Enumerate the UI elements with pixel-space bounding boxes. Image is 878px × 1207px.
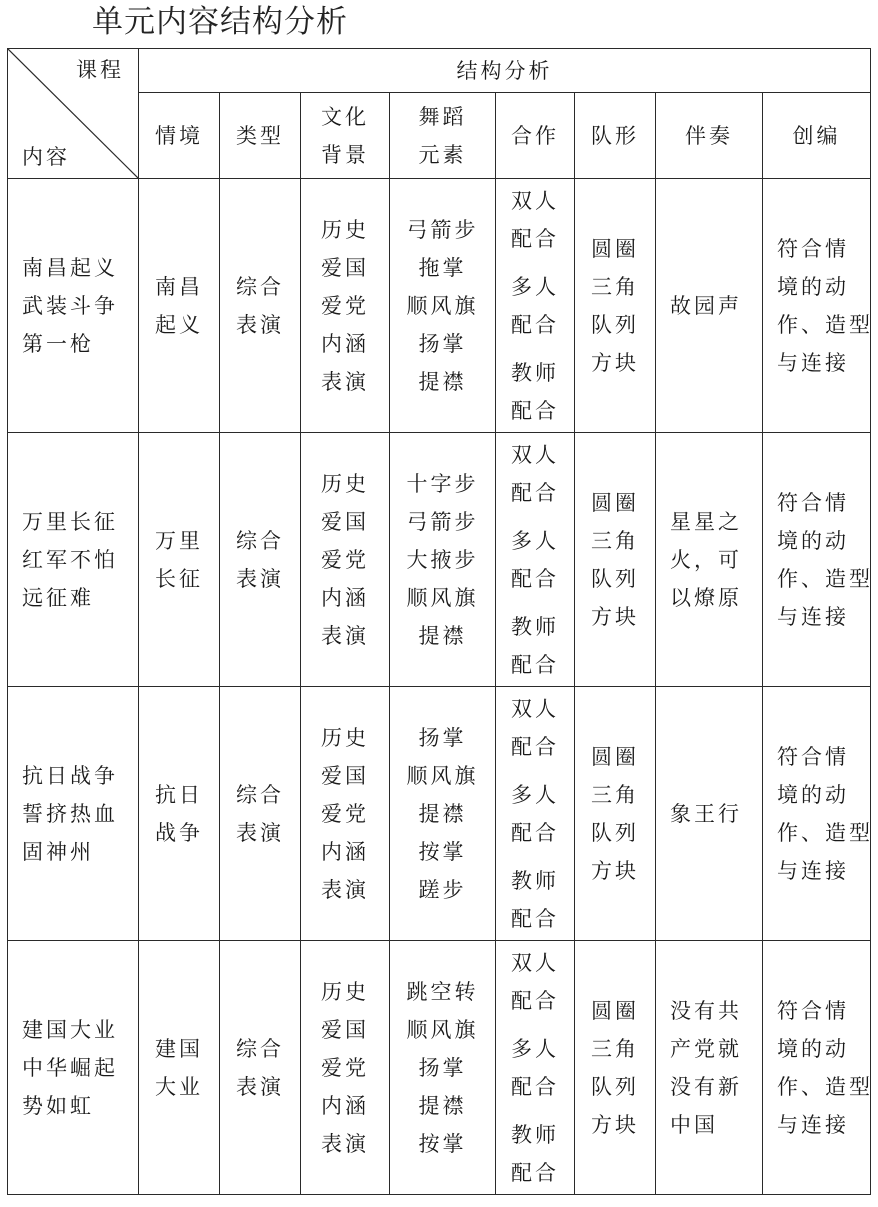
dance-text-line: 十字步 [406,471,479,496]
situation-text-line: 建国 [155,1036,203,1061]
type-text-line: 表演 [236,1074,284,1099]
course-text-line: 武装斗争 [22,293,118,318]
coop-text-line: 多人 [511,782,559,807]
cell-coop [496,433,575,687]
coop-text-line: 配合 [511,480,559,505]
dance-text-line: 大掖步 [406,547,479,572]
coop-text-line: 配合 [511,734,559,759]
cell-create [763,433,871,687]
cell-formation [575,179,656,433]
formation-text-line: 队列 [591,820,639,845]
dance-text-line: 蹉步 [418,877,467,902]
culture-text-line: 爱党 [321,293,369,318]
coop-text-line: 多人 [511,274,559,299]
formation-text-line: 队列 [591,1074,639,1099]
create-text-line: 符合情 [777,744,849,769]
course-text-line: 势如虹 [22,1093,94,1118]
culture-text-line: 爱国 [321,255,369,280]
spacer [496,512,574,522]
cell-course [8,941,139,1195]
column-header-text: 队形 [591,123,639,148]
type-text-line: 表演 [236,312,284,337]
culture-text-line: 表演 [321,1131,369,1156]
coop-text-line: 双人 [511,950,559,975]
coop-text-line: 配合 [511,652,559,677]
cell-formation [575,941,656,1195]
cell-course [8,433,139,687]
situation-text-line: 长征 [155,566,203,591]
column-header-text: 情境 [155,123,203,148]
cell-create [763,179,871,433]
structure-table [7,48,871,1195]
type-text-line: 表演 [236,820,284,845]
spacer [496,344,574,354]
cell-dance [390,179,496,433]
culture-text-line: 爱国 [321,509,369,534]
culture-text-line: 历史 [321,217,369,242]
column-header-text: 背景 [321,142,369,167]
situation-text-line: 万里 [155,528,203,553]
coop-text-line: 配合 [511,988,559,1013]
course-text-line: 中华崛起 [22,1055,118,1080]
dance-text-line: 提襟 [418,801,467,826]
page-title: 单元内容结构分析 [92,4,348,40]
coop-text-line: 教师 [511,360,559,385]
situation-text-line: 抗日 [155,782,203,807]
column-header-culture [301,93,390,179]
spacer [496,852,574,862]
create-text-line: 境的动 [777,782,849,807]
cell-culture [301,687,390,941]
table-row [8,687,871,941]
cell-music [656,179,763,433]
column-header-text: 伴奏 [685,123,733,148]
create-text-line: 境的动 [777,1036,849,1061]
coop-text-line: 配合 [511,226,559,251]
dance-text-line: 按掌 [418,839,467,864]
type-text-line: 综合 [236,528,284,553]
cell-formation [575,433,656,687]
table-row [8,941,871,1195]
culture-text-line: 爱党 [321,547,369,572]
column-header-music [656,93,763,179]
create-text-line: 与连接 [777,1112,849,1137]
dance-text-line: 扬掌 [418,1055,467,1080]
cell-dance [390,941,496,1195]
music-text-line: 产党就 [670,1036,742,1061]
course-text-line: 誓挤热血 [22,801,118,826]
column-header-text: 类型 [236,123,284,148]
coop-text-line: 教师 [511,614,559,639]
dance-text-line: 顺风旗 [406,763,479,788]
type-text-line: 表演 [236,566,284,591]
coop-text-line: 配合 [511,820,559,845]
culture-text-line: 表演 [321,623,369,648]
course-text-line: 南昌起义 [22,255,118,280]
cell-create [763,941,871,1195]
formation-text-line: 队列 [591,312,639,337]
create-text-line: 作、造型 [777,312,873,337]
cell-culture [301,433,390,687]
dance-text-line: 按掌 [418,1131,467,1156]
coop-text-line: 双人 [511,188,559,213]
formation-text-line: 方块 [591,350,639,375]
cell-type [220,941,301,1195]
music-text-line: 星星之 [670,509,742,534]
culture-text-line: 内涵 [321,839,369,864]
column-header-coop [496,93,575,179]
culture-text-line: 爱国 [321,763,369,788]
culture-text-line: 内涵 [321,585,369,610]
cell-coop [496,179,575,433]
situation-text-line: 战争 [155,820,203,845]
column-header-dance [390,93,496,179]
cell-formation [575,687,656,941]
dance-text-line: 扬掌 [418,725,467,750]
coop-text-line: 配合 [511,398,559,423]
dance-text-line: 提襟 [418,1093,467,1118]
corner-header-cell [8,49,139,179]
cell-music [656,687,763,941]
formation-text-line: 方块 [591,604,639,629]
cell-course [8,179,139,433]
formation-text-line: 圆圈 [591,998,639,1023]
cell-type [220,433,301,687]
course-text-line: 建国大业 [22,1017,118,1042]
course-text-line: 远征难 [22,585,94,610]
table-row [8,179,871,433]
column-header-situation [139,93,220,179]
column-header-text: 舞蹈 [418,104,467,129]
coop-text-line: 教师 [511,1122,559,1147]
dance-text-line: 弓箭步 [406,217,479,242]
cell-course [8,687,139,941]
formation-text-line: 圆圈 [591,744,639,769]
dance-text-line: 拖掌 [418,255,467,280]
coop-text-line: 配合 [511,1074,559,1099]
create-text-line: 符合情 [777,236,849,261]
type-text-line: 综合 [236,782,284,807]
column-header-text: 合作 [511,123,559,148]
formation-text-line: 方块 [591,1112,639,1137]
culture-text-line: 表演 [321,369,369,394]
spacer [496,766,574,776]
music-text-line: 以燎原 [670,585,742,610]
table-row [8,433,871,687]
cell-situation [139,179,220,433]
cell-create [763,687,871,941]
column-header-type [220,93,301,179]
dance-text-line: 扬掌 [418,331,467,356]
dance-text-line: 顺风旗 [406,585,479,610]
coop-text-line: 双人 [511,442,559,467]
spacer [496,1020,574,1030]
dance-text-line: 跳空转 [406,979,479,1004]
music-text-line: 象王行 [670,801,742,826]
culture-text-line: 内涵 [321,1093,369,1118]
create-text-line: 与连接 [777,858,849,883]
coop-text-line: 多人 [511,528,559,553]
course-text-line: 抗日战争 [22,763,118,788]
column-header-text: 创编 [792,123,841,148]
dance-text-line: 顺风旗 [406,1017,479,1042]
coop-text-line: 配合 [511,566,559,591]
cell-situation [139,687,220,941]
column-header-formation [575,93,656,179]
formation-text-line: 圆圈 [591,236,639,261]
create-text-line: 与连接 [777,604,849,629]
course-text-line: 第一枪 [22,331,94,356]
cell-culture [301,941,390,1195]
dance-text-line: 提襟 [418,623,467,648]
cell-coop [496,687,575,941]
cell-coop [496,941,575,1195]
formation-text-line: 圆圈 [591,490,639,515]
course-text-line: 固神州 [22,839,94,864]
create-text-line: 与连接 [777,350,849,375]
culture-text-line: 内涵 [321,331,369,356]
cell-situation [139,433,220,687]
coop-text-line: 配合 [511,906,559,931]
formation-text-line: 三角 [591,1036,639,1061]
culture-text-line: 历史 [321,979,369,1004]
formation-text-line: 队列 [591,566,639,591]
music-text-line: 故园声 [670,293,742,318]
formation-text-line: 三角 [591,274,639,299]
cell-culture [301,179,390,433]
culture-text-line: 爱党 [321,1055,369,1080]
cell-dance [390,433,496,687]
column-header-text: 文化 [321,104,369,129]
cell-music [656,433,763,687]
dance-text-line: 顺风旗 [406,293,479,318]
formation-text-line: 三角 [591,528,639,553]
cell-type [220,687,301,941]
corner-label-course: 课程 [76,58,124,82]
dance-text-line: 提襟 [418,369,467,394]
cell-type [220,179,301,433]
dance-text-line: 弓箭步 [406,509,479,534]
create-text-line: 境的动 [777,274,849,299]
column-header-create [763,93,871,179]
create-text-line: 作、造型 [777,1074,873,1099]
create-text-line: 境的动 [777,528,849,553]
coop-text-line: 配合 [511,1160,559,1185]
culture-text-line: 历史 [321,471,369,496]
formation-text-line: 三角 [591,782,639,807]
create-text-line: 作、造型 [777,820,873,845]
culture-text-line: 历史 [321,725,369,750]
music-text-line: 火，可 [670,547,742,572]
coop-text-line: 教师 [511,868,559,893]
cell-situation [139,941,220,1195]
cell-music [656,941,763,1195]
coop-text-line: 多人 [511,1036,559,1061]
structure-analysis-header: 结构分析 [139,49,871,93]
music-text-line: 中国 [670,1112,718,1137]
column-header-text: 元素 [418,142,467,167]
cell-dance [390,687,496,941]
create-text-line: 作、造型 [777,566,873,591]
create-text-line: 符合情 [777,998,849,1023]
formation-text-line: 方块 [591,858,639,883]
course-text-line: 万里长征 [22,509,118,534]
coop-text-line: 双人 [511,696,559,721]
create-text-line: 符合情 [777,490,849,515]
culture-text-line: 爱党 [321,801,369,826]
situation-text-line: 南昌 [155,274,203,299]
type-text-line: 综合 [236,274,284,299]
culture-text-line: 表演 [321,877,369,902]
corner-label-content: 内容 [22,145,70,169]
spacer [496,1106,574,1116]
situation-text-line: 大业 [155,1074,203,1099]
spacer [496,258,574,268]
course-text-line: 红军不怕 [22,547,118,572]
type-text-line: 综合 [236,1036,284,1061]
music-text-line: 没有共 [670,998,742,1023]
coop-text-line: 配合 [511,312,559,337]
situation-text-line: 起义 [155,312,203,337]
spacer [496,598,574,608]
culture-text-line: 爱国 [321,1017,369,1042]
music-text-line: 没有新 [670,1074,742,1099]
